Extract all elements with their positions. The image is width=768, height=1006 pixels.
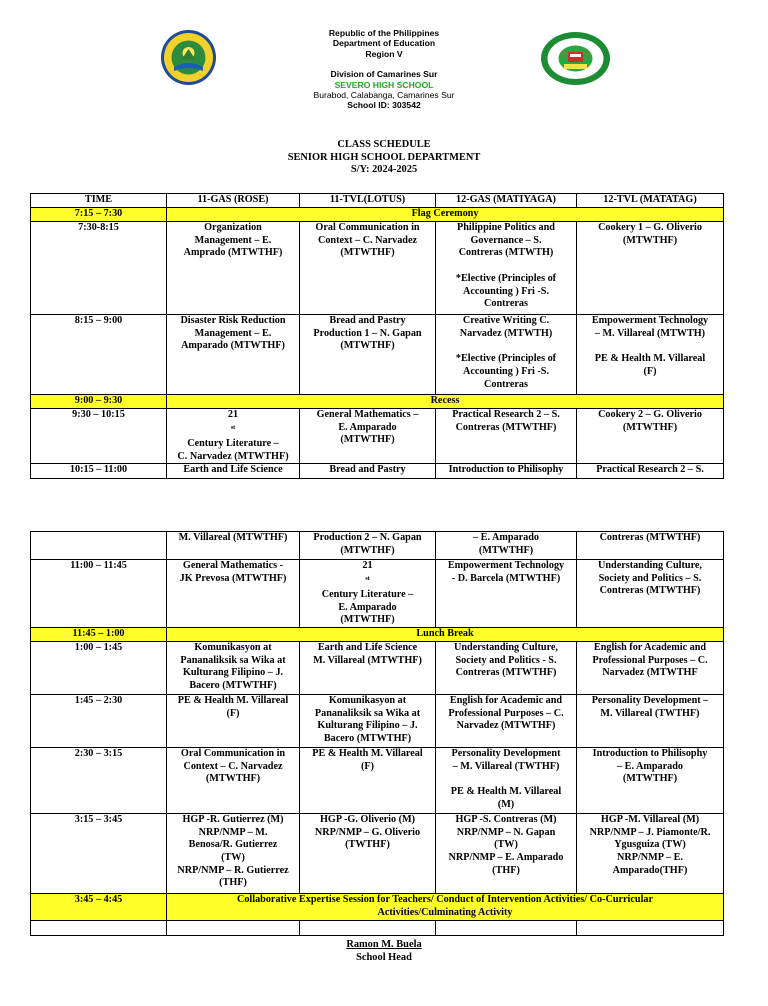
- empty-cell: [31, 920, 167, 935]
- school-logo: [540, 31, 611, 86]
- time-cell: 8:15 – 9:00: [31, 315, 167, 395]
- time-cell: 7:30-8:15: [31, 222, 167, 315]
- table-row: [31, 395, 724, 409]
- header-republic: Republic of the Philippines: [328, 28, 440, 38]
- schedule-cell: Cookery 2 – G. Oliverio (MTWTHF): [577, 409, 724, 464]
- time-cell: 10:15 – 11:00: [31, 464, 167, 479]
- time-cell: 3:15 – 3:45: [31, 813, 167, 893]
- schedule-cell: Komunikasyon at Pananaliksik sa Wika at Kulturang Filipino – J. Bacero (MTWTHF): [167, 641, 300, 694]
- schedule-cell: Contreras (MTWTHF): [577, 532, 724, 560]
- table-row: [31, 747, 724, 813]
- table-row: [31, 813, 724, 893]
- time-cell: 3:45 – 4:45: [31, 893, 167, 920]
- schedule-cell: Empowerment Technology – M. Villareal (MTWTH) PE & Health M. Villareal (F): [577, 315, 724, 395]
- lunch-break-cell: Lunch Break: [167, 627, 724, 641]
- schedule-cell: 21 $^{st}$ Century Literature – C. Narvadez (MTWTHF): [167, 409, 300, 464]
- signatory-role: School Head: [356, 951, 412, 963]
- flag-ceremony-cell: Flag Ceremony: [167, 208, 724, 222]
- time-cell: 9:30 – 10:15: [31, 409, 167, 464]
- schedule-table-page-2: [30, 531, 724, 936]
- schedule-cell: Earth and Life Science: [167, 464, 300, 479]
- schedule-cell: M. Villareal (MTWTHF): [167, 532, 300, 560]
- schedule-cell: Personality Development – M. Villareal (TWTHF): [577, 694, 724, 747]
- schedule-cell: 21 $^{st}$ Century Literature – E. Amparado (MTWTHF): [300, 560, 436, 628]
- table-header-row: [31, 194, 724, 208]
- empty-cell: [577, 920, 724, 935]
- table-row: [31, 222, 724, 315]
- schedule-cell: Understanding Culture, Society and Politics - S. Contreras (MTWTHF): [436, 641, 577, 694]
- schedule-cell: Introduction to Philisophy – E. Amparado (MTWTHF): [577, 747, 724, 813]
- recess-cell: Recess: [167, 395, 724, 409]
- header-school-id: School ID: 303542: [347, 100, 421, 111]
- header-12-gas: 12-GAS (MATIYAGA): [436, 194, 577, 208]
- schedule-cell: Empowerment Technology - D. Barcela (MTWTHF): [436, 560, 577, 628]
- schedule-cell: Philippine Politics and Governance – S. Contreras (MTWTH) *Elective (Principles of Accounting ) Fri -S. Contreras: [436, 222, 577, 315]
- table-row: [31, 641, 724, 694]
- schedule-cell: HGP -G. Oliverio (M) NRP/NMP – G. Oliverio (TWTHF): [300, 813, 436, 893]
- schedule-cell: Practical Research 2 – S.: [577, 464, 724, 479]
- header-11-tvl: 11-TVL(LOTUS): [300, 194, 436, 208]
- table-row: [31, 532, 724, 560]
- title-line-2: SENIOR HIGH SCHOOL DEPARTMENT: [287, 151, 481, 163]
- schedule-cell: Earth and Life Science M. Villareal (MTWTHF): [300, 641, 436, 694]
- time-cell: 7:15 – 7:30: [31, 208, 167, 222]
- header-address: Burabod, Calabanga, Camarines Sur: [313, 90, 455, 101]
- time-cell: 1:00 – 1:45: [31, 641, 167, 694]
- signature-block: [0, 939, 768, 965]
- schedule-cell: Disaster Risk Reduction Management – E. Amparado (MTWTHF): [167, 315, 300, 395]
- table-row: [31, 694, 724, 747]
- schedule-table-page-1: [30, 193, 724, 479]
- schedule-cell: Creative Writing C. Narvadez (MTWTH) *Elective (Principles of Accounting ) Fri -S. Contreras: [436, 315, 577, 395]
- schedule-cell: Oral Communication in Context – C. Narvadez (MTWTHF): [167, 747, 300, 813]
- schedule-cell: PE & Health M. Villareal (F): [300, 747, 436, 813]
- header-region: Region V: [365, 48, 403, 59]
- schedule-cell: Organization Management – E. Amprado (MTWTHF): [167, 222, 300, 315]
- schedule-cell: Cookery 1 – G. Oliverio (MTWTHF): [577, 222, 724, 315]
- title-line-1: CLASS SCHEDULE: [337, 139, 431, 150]
- empty-cell: [300, 920, 436, 935]
- header-division: Division of Camarines Sur: [330, 69, 438, 80]
- header-11-gas: 11-GAS (ROSE): [167, 194, 300, 208]
- signatory-name: Ramon M. Buela: [346, 939, 422, 950]
- table-row: [31, 208, 724, 222]
- time-cell: 11:00 – 11:45: [31, 560, 167, 628]
- schedule-cell: Oral Communication in Context – C. Narvadez (MTWTHF): [300, 222, 436, 315]
- schedule-cell: HGP -S. Contreras (M) NRP/NMP – N. Gapan (TW) NRP/NMP – E. Amparado (THF): [436, 813, 577, 893]
- schedule-cell: Introduction to Philisophy: [436, 464, 577, 479]
- schedule-cell: Bread and Pastry Production 1 – N. Gapan (MTWTHF): [300, 315, 436, 395]
- schedule-cell: Production 2 – N. Gapan (MTWTHF): [300, 532, 436, 560]
- table-row: [31, 893, 724, 920]
- header-12-tvl: 12-TVL (MATATAG): [577, 194, 724, 208]
- schedule-cell: Practical Research 2 – S. Contreras (MTWTHF): [436, 409, 577, 464]
- header-time: TIME: [31, 194, 167, 208]
- table-row: [31, 627, 724, 641]
- deped-seal-logo: [160, 29, 217, 86]
- document-header: [230, 28, 538, 111]
- empty-cell: [436, 920, 577, 935]
- schedule-cell: Bread and Pastry: [300, 464, 436, 479]
- time-cell: 11:45 – 1:00: [31, 627, 167, 641]
- time-cell: 2:30 – 3:15: [31, 747, 167, 813]
- time-cell: 9:00 – 9:30: [31, 395, 167, 409]
- schedule-cell: General Mathematics – E. Amparado (MTWTHF): [300, 409, 436, 464]
- table-row: [31, 920, 724, 935]
- table-row: [31, 464, 724, 479]
- empty-cell: [167, 920, 300, 935]
- table-row: [31, 560, 724, 628]
- header-school-name: SEVERO HIGH SCHOOL: [334, 79, 434, 90]
- schedule-cell: HGP -M. Villareal (M) NRP/NMP – J. Piamonte/R. Ygusguiza (TW) NRP/NMP – E. Amparado(THF): [577, 813, 724, 893]
- table-row: [31, 409, 724, 464]
- schedule-cell: General Mathematics - JK Prevosa (MTWTHF): [167, 560, 300, 628]
- schedule-cell: PE & Health M. Villareal (F): [167, 694, 300, 747]
- table-row: [31, 315, 724, 395]
- schedule-cell: HGP -R. Gutierrez (M) NRP/NMP – M. Benosa/R. Gutierrez (TW) NRP/NMP – R. Gutierrez (THF): [167, 813, 300, 893]
- schedule-cell: Personality Development – M. Villareal (TWTHF) PE & Health M. Villareal (M): [436, 747, 577, 813]
- collaborative-session-cell: Collaborative Expertise Session for Teachers/ Conduct of Intervention Activities/ Co-Curricular Activities/Culminating Activity: [167, 893, 724, 920]
- schedule-cell: Komunikasyon at Pananaliksik sa Wika at Kulturang Filipino – J. Bacero (MTWTHF): [300, 694, 436, 747]
- time-cell: 1:45 – 2:30: [31, 694, 167, 747]
- schedule-cell: English for Academic and Professional Purposes – C. Narvadez (MTWTHF: [577, 641, 724, 694]
- schedule-cell: Understanding Culture, Society and Politics – S. Contreras (MTWTHF): [577, 560, 724, 628]
- time-cell: [31, 532, 167, 560]
- title-line-3: S/Y: 2024-2025: [350, 164, 418, 175]
- header-department: Department of Education: [332, 38, 436, 49]
- schedule-title: [0, 139, 768, 177]
- schedule-cell: English for Academic and Professional Purposes – C. Narvadez (MTWTHF): [436, 694, 577, 747]
- schedule-cell: – E. Amparado (MTWTHF): [436, 532, 577, 560]
